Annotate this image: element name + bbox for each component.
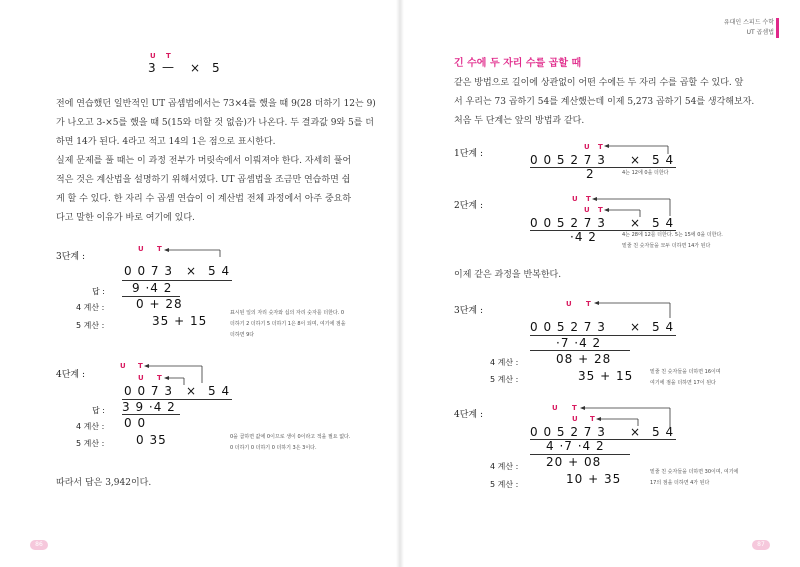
ut-u-mark: U [584, 143, 590, 151]
note-line: 밑줄 친 숫자들을 더하면 30이며, 여기에 [650, 469, 739, 475]
repeat-text: 이제 같은 과정을 반복한다. [454, 270, 562, 280]
calc4-label: 4 계산 : [490, 358, 519, 367]
left-step3-label: 3단계 : [56, 252, 86, 262]
calc5-values: 10 + 35 [566, 472, 622, 486]
calc5-label: 5 계산 : [490, 375, 519, 384]
multiplier: 5 4 [652, 153, 675, 167]
text-line: 가 나오고 3-×5를 했을 때 5(15와 더할 것 없음)가 나온다. 두 결과값 9와 5를 더 [56, 118, 374, 128]
multiplier: 5 4 [652, 425, 675, 439]
answer-rule [530, 335, 676, 336]
page-number-right: 87 [752, 540, 770, 550]
right-step4-label: 4단계 : [454, 410, 484, 420]
calc-rule [530, 350, 630, 351]
calc4-values: 08 + 28 [556, 352, 612, 366]
multiplicand: 0 0 5 2 7 3 [530, 320, 606, 334]
note-line: 더하기 2 더하기 5 더하기 1은 8이 되며, 여기에 점을 [230, 321, 346, 327]
multiplier: 5 4 [652, 216, 675, 230]
calc4-values: 0 0 [124, 416, 147, 430]
answer-digits: 9 ·4 2 [132, 281, 173, 295]
calc5-label: 5 계산 : [490, 480, 519, 489]
step4-note [230, 432, 350, 454]
times-sign: × [630, 425, 642, 439]
note-line: 0을 곱하면 값에 0이므로 생이 0이라고 적을 필요 없다. [230, 434, 351, 440]
text-line: 같은 방법으로 길이에 상관없이 어떤 수에든 두 자리 수를 곱할 수 있다. 앞 [454, 78, 744, 88]
text-line: 실제 문제를 풀 때는 이 과정 전부가 머릿속에서 이뤄져야 한다. 자세히 풀어 [56, 156, 352, 166]
header-accent-bar [776, 18, 779, 38]
step4-note [650, 467, 738, 489]
multiplicand: 0 0 5 2 7 3 [530, 216, 606, 230]
right-intro [454, 74, 754, 131]
times-sign: × [630, 216, 642, 230]
answer-label: 답 : [92, 287, 105, 296]
multiplier: 5 4 [208, 264, 231, 278]
calc4-label: 4 계산 : [76, 303, 105, 312]
note-line: 밑줄 친 숫자들을 모두 더하면 14가 된다 [622, 243, 711, 249]
left-step4-label: 4단계 : [56, 370, 86, 380]
step2-note [622, 230, 723, 252]
ut-u-mark: U [120, 362, 126, 370]
right-step1-label: 1단계 : [454, 149, 484, 159]
note-line: 17의 점을 더하면 4가 된다 [650, 480, 710, 486]
calc4-label: 4 계산 : [76, 422, 105, 431]
step1-note: 4는 12에 0을 더한다 [622, 170, 669, 176]
times-sign: × [630, 153, 642, 167]
ut-u-mark: U [138, 374, 144, 382]
ut-t-mark: T [586, 300, 591, 308]
calc5-label: 5 계산 : [76, 321, 105, 330]
ut-t-mark: T [166, 52, 171, 60]
right-step2-label: 2단계 : [454, 201, 484, 211]
ut-u-mark: U [138, 245, 144, 253]
top-eq-dash: — [162, 60, 175, 74]
book-title: 유대인 스피드 수학 [723, 19, 774, 26]
text-line: 다고 말한 이유가 바로 여기에 있다. [56, 213, 195, 223]
note-line: 표시된 일의 자리 숫자와 십의 자리 숫자를 더한다. 0 [230, 310, 345, 316]
calc4-label: 4 계산 : [490, 462, 519, 471]
ut-t-mark: T [598, 143, 603, 151]
ut-t-mark: T [157, 245, 162, 253]
ut-t-mark: T [598, 206, 603, 214]
ut-u-mark: U [572, 195, 578, 203]
conclusion: 따라서 답은 3,942이다. [56, 478, 152, 488]
note-line: 4는 28에 12를 더한다. 5는 15에 0을 더한다. [622, 232, 723, 238]
multiplicand: 0 0 5 2 7 3 [530, 425, 606, 439]
top-eq-digit: 3 [148, 61, 157, 75]
ut-t-mark: T [572, 404, 577, 412]
section-title: UT 곱셈법 [746, 29, 774, 36]
ut-t-mark: T [157, 374, 162, 382]
ut-u-mark: U [150, 52, 156, 60]
calc5-values: 0 35 [136, 433, 167, 447]
top-eq-times: × [190, 61, 202, 75]
ut-u-mark: U [584, 206, 590, 214]
step3-note [230, 308, 346, 341]
bracket-arrow [594, 300, 674, 320]
text-line: 게 할 수 있다. 한 자리 수 곱셈 연습이 이 계산법 전체 과정에서 아주 중요하 [56, 194, 352, 204]
ut-u-mark: U [572, 415, 578, 423]
calc-rule [122, 414, 180, 415]
answer-digits: ·4 2 [570, 230, 597, 244]
calc5-values: 35 + 15 [578, 369, 634, 383]
answer-digits: 3 9 ·4 2 [122, 400, 176, 414]
text-line: 하면 14가 된다. 4라고 적고 14의 1은 점으로 표시한다. [56, 137, 276, 147]
step3-note [650, 367, 721, 389]
text-line: 전에 연습했던 일반적인 UT 곱셈법에서는 73×4를 했을 때 9(28 더하기 12는 9) [56, 99, 376, 109]
note-line: 여기에 점을 더하면 17이 된다 [650, 380, 716, 386]
bracket-arrow [164, 247, 224, 257]
top-eq-multiplier: 5 [212, 61, 221, 75]
times-sign: × [186, 264, 198, 278]
text-line: 서 우리는 73 곱하기 54를 계산했는데 이제 5,273 곱하기 54를 생각해보자. [454, 97, 755, 107]
answer-digits: 2 [586, 167, 595, 181]
ut-t-mark: T [138, 362, 143, 370]
note-line: 더하면 9다 [230, 332, 255, 338]
multiplicand: 0 0 5 2 7 3 [530, 153, 606, 167]
ut-u-mark: U [566, 300, 572, 308]
ut-t-mark: T [586, 195, 591, 203]
multiplicand: 0 0 7 3 [124, 264, 173, 278]
running-header [724, 18, 774, 38]
ut-u-mark: U [552, 404, 558, 412]
calc4-values: 0 + 28 [136, 297, 183, 311]
times-sign: × [630, 320, 642, 334]
text-line: 적은 것은 계산법을 설명하기 위해서였다. UT 곱셈법을 조금만 연습하면 쉽 [56, 175, 351, 185]
answer-label: 답 : [92, 406, 105, 415]
text-line: 처음 두 단계는 앞의 방법과 같다. [454, 116, 585, 126]
answer-digits: 4 ·7 ·4 2 [546, 439, 605, 453]
right-step3-label: 3단계 : [454, 306, 484, 316]
left-paragraph-1 [56, 95, 376, 228]
calc4-values: 20 + 08 [546, 455, 602, 469]
note-line: 밑줄 친 숫자들을 더하면 16이며 [650, 369, 721, 375]
calc5-label: 5 계산 : [76, 439, 105, 448]
multiplier: 5 4 [652, 320, 675, 334]
book-gutter [396, 0, 404, 567]
section-heading: 긴 수에 두 자리 수를 곱할 때 [454, 58, 582, 69]
times-sign: × [186, 384, 198, 398]
note-line: 0 더하기 0 더하기 0 더하기 3은 3이다. [230, 445, 317, 451]
multiplicand: 0 0 7 3 [124, 384, 173, 398]
page-number-left: 86 [30, 540, 48, 550]
answer-digits: ·7 ·4 2 [556, 336, 602, 350]
ut-t-mark: T [590, 415, 595, 423]
multiplier: 5 4 [208, 384, 231, 398]
calc5-values: 35 + 15 [152, 314, 208, 328]
